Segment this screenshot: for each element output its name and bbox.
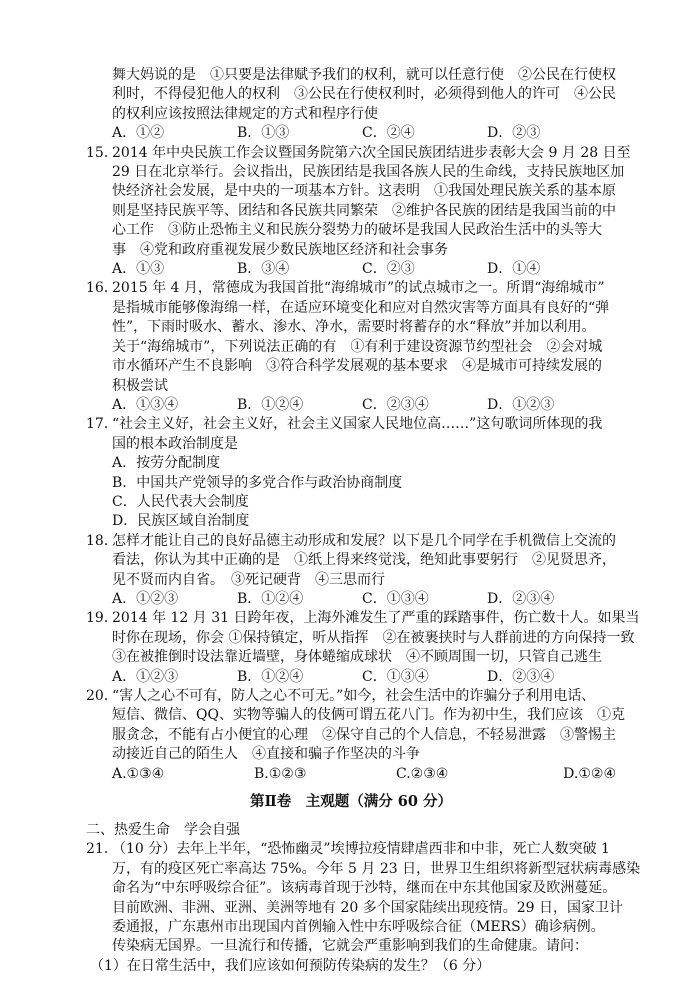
- option-b: B．①②④: [237, 668, 304, 685]
- option-b: B．①③: [237, 125, 290, 142]
- option-c: C．①③④: [362, 590, 429, 607]
- question-text-line: “社会主义好，社会主义好，社会主义国家人民地位高……”这句歌词所体现的我: [112, 416, 603, 433]
- option-a: A．①②③: [112, 668, 179, 685]
- answer-options: [86, 765, 616, 784]
- option-a: A.①③④: [112, 765, 165, 782]
- question-number: 20．: [86, 688, 118, 704]
- option-c: C．①③④: [362, 668, 429, 685]
- option-a: A．①③: [112, 261, 165, 278]
- option-d: D.①②④: [563, 765, 616, 782]
- option-c: C．人民代表大会制度: [112, 493, 249, 510]
- option-d: D．①②③: [487, 396, 555, 413]
- question-text-line: 2014 年中央民族工作会议暨国务院第六次全国民族团结进步表彰大会 9 月 28 日至: [112, 144, 631, 161]
- question-text-line: ③在被推倒时设法靠近墙壁，身体蜷缩成球状 ④不顾周围一切，只管自己逃生: [112, 649, 602, 666]
- question-text-line: 性”，下雨时吸水、蓄水、渗水、净水，需要时将蓄存的水“释放”并加以利用。: [112, 319, 596, 336]
- question-text-line: 快经济社会发展，是中央的一项基本方针。这表明 ①我国处理民族关系的基本原: [112, 183, 616, 200]
- option-d: D．②③④: [487, 590, 555, 607]
- question-21: [86, 840, 641, 976]
- question-text-line: 万，有的疫区死亡率高达 75%。今年 5 月 23 日，世界卫生组织将新型冠状病毒感染: [112, 860, 641, 877]
- question-text-line: 2015 年 4 月，常德成为我国首批“海绵城市”的试点城市之一。所谓“海绵城市”: [112, 280, 605, 297]
- option-b: B．中国共产党领导的多党合作与政治协商制度: [112, 474, 403, 491]
- option-d: D．②③: [487, 125, 541, 142]
- question-text-line: （10 分）去年上半年，“恐怖幽灵”埃博拉疫情肆虐西非和中非，死亡人数突破 1: [112, 841, 610, 858]
- question-text-line: 目前欧洲、非洲、亚洲、美洲等地有 20 多个国家陆续出现疫情。29 日，国家卫计: [112, 899, 623, 916]
- sub-question-1: （1）在日常生活中，我们应该如何预防传染病的发生？（6 分）: [90, 957, 491, 974]
- option-c: C．②③④: [362, 396, 429, 413]
- question-text-line: 命名为“中东呼吸综合征”。该病毒首现于沙特，继而在中东其他国家及欧洲蔓延。: [112, 880, 617, 897]
- part-heading: 二、热爱生命 学会自强: [86, 822, 240, 839]
- answer-options: [86, 124, 616, 143]
- option-b: B．①②④: [237, 590, 304, 607]
- question-15: [86, 144, 631, 280]
- option-c: C．②③: [362, 261, 415, 278]
- question-text-line: 舞大妈说的是 ①只要是法律赋予我们的权利，就可以任意行使 ②公民在行使权: [112, 67, 616, 83]
- option-d: D．②③④: [487, 668, 555, 685]
- question-number: 21．: [86, 841, 118, 858]
- question-17: [86, 415, 616, 531]
- question-text-line: 29 日在北京举行。会议指出，民族团结是我国各族人民的生命线，支持民族地区加: [112, 164, 625, 181]
- question-text-line: 是指城市能够像海绵一样，在适应环境变化和应对自然灾害等方面具有良好的“弹: [112, 299, 610, 316]
- answer-options: [86, 396, 616, 415]
- question-18: [86, 532, 616, 610]
- question-text-line: 时你在现场，你会 ①保持镇定，听从指挥 ②在被裹挟时与人群前进的方向保持一致: [112, 629, 635, 646]
- option-a: A．①②③: [112, 590, 179, 607]
- option-a: A．①③④: [112, 396, 179, 413]
- section-title: 第Ⅱ卷 主观题（满分 60 分）: [250, 793, 452, 811]
- option-a: A．按劳分配制度: [112, 455, 221, 472]
- question-text-line: 市水循环产生不良影响 ③符合科学发展观的基本要求 ④是城市可持续发展的: [112, 358, 602, 375]
- question-number: 16．: [86, 280, 118, 297]
- question-number: 19．: [86, 610, 118, 627]
- option-c: C．②④: [362, 125, 415, 142]
- question-text-line: 的权利应该按照法律规定的方式和程序行使: [112, 105, 378, 122]
- option-c: C.②③④: [396, 765, 449, 782]
- question-16: [86, 279, 616, 415]
- question-19: [86, 609, 640, 687]
- question-14-tail: [86, 66, 616, 144]
- question-text-line: 关于“海绵城市”，下列说法正确的有 ①有利于建设资源节约型社会 ②会对城: [112, 338, 603, 355]
- question-text-line: “害人之心不可有，防人之心不可无。”如今，社会生活中的诈骗分子利用电话、: [112, 688, 596, 704]
- question-text-line: 事 ④党和政府重视发展少数民族地区经济和社会事务: [112, 241, 448, 258]
- question-text-line: 心工作 ③防止恐怖主义和民族分裂势力的破坏是我国人民政治生活中的头等大: [112, 222, 602, 239]
- question-text-line: 则是坚持民族平等、团结和各民族共同繁荣 ②维护各民族的团结是我国当前的中: [112, 202, 616, 219]
- question-text-line: 传染病无国界。一旦流行和传播，它就会严重影响到我们的生命健康。请问：: [112, 938, 588, 955]
- option-b: B．①②④: [237, 396, 304, 413]
- answer-options: [86, 590, 616, 609]
- exam-page: [86, 66, 641, 976]
- question-text-line: 委通报，广东惠州市出现国内首例输入性中东呼吸综合征（MERS）确诊病例。: [112, 919, 605, 936]
- question-text-line: 积极尝试: [112, 377, 168, 394]
- question-text-line: 2014 年 12 月 31 日跨年夜，上海外滩发生了严重的踩踏事件，伤亡数十人。如果当: [112, 610, 640, 627]
- question-text-line: 国的根本政治制度是: [112, 435, 238, 452]
- question-text-line: 看法，你认为其中正确的是 ①纸上得来终觉浅，绝知此事要躬行 ②见贤思齐，: [112, 552, 616, 569]
- question-text-line: 短信、微信、QQ、实物等骗人的伎俩可谓五花八门。作为初中生，我们应该 ①克: [112, 707, 625, 724]
- option-b: B.①②③: [254, 765, 307, 782]
- question-text-line: 见不贤而内自省。 ③死记硬背 ④三思而行: [112, 571, 385, 588]
- question-text-line: 动接近自己的陌生人 ④直接和骗子作坚决的斗争: [112, 746, 420, 763]
- question-20: [86, 687, 625, 784]
- answer-options: [86, 260, 616, 279]
- option-b: B．③④: [237, 261, 290, 278]
- answer-options: [86, 668, 616, 687]
- question-text-line: 服贪念，不能有占小便宜的心理 ②保守自己的个人信息，不轻易泄露 ③警惕主: [112, 726, 616, 743]
- option-d: D．①④: [487, 261, 541, 278]
- question-number: 18．: [86, 532, 118, 549]
- option-d: D．民族区域自治制度: [112, 513, 250, 530]
- question-text-line: 怎样才能让自己的良好品德主动形成和发展？以下是几个同学在手机微信上交流的: [112, 532, 616, 549]
- question-number: 17．: [86, 416, 118, 433]
- question-text-line: 利时，不得侵犯他人的权利 ③公民在行使权利时，必须得到他人的许可 ④公民: [112, 86, 616, 103]
- question-number: 15．: [86, 144, 118, 161]
- option-a: A．①②: [112, 125, 165, 142]
